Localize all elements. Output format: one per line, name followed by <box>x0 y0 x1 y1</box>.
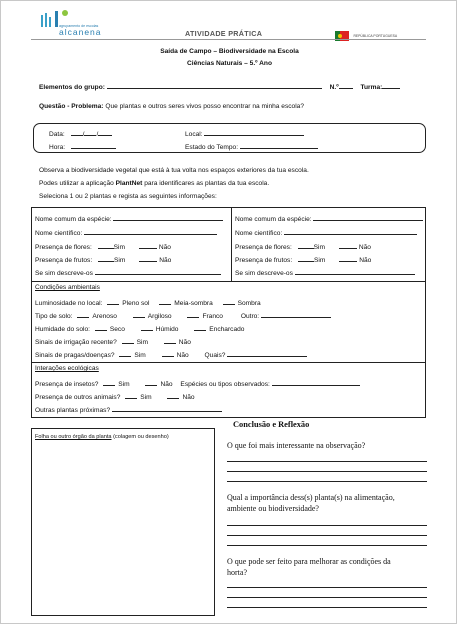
eco-animals-no-box[interactable] <box>167 391 179 399</box>
env-soil-other-field[interactable] <box>261 310 331 318</box>
instructions-line2 <box>39 180 269 187</box>
env-irrigation-no: Não <box>178 339 191 346</box>
plant2-flowers-label: Presença de flores: <box>235 244 292 251</box>
eco-animals-label: Presença de outros animais? <box>35 394 121 401</box>
date-month-field[interactable] <box>84 128 96 136</box>
env-humidity-opt2-box[interactable] <box>141 323 153 331</box>
plant2-fruits-yes: Sim <box>314 257 326 264</box>
eco-insects-label: Presença de insetos? <box>35 381 99 388</box>
question-label: Questão - Problema: <box>39 103 104 110</box>
env-light-opt3-box[interactable] <box>223 297 235 305</box>
plant1-flowers-label: Presença de flores: <box>35 244 92 251</box>
env-pests-yes-box[interactable] <box>119 349 131 357</box>
plant2-fruits-label: Presença de frutos: <box>235 257 293 264</box>
subtitle-1: Saída de Campo – Biodiversidade na Escola <box>160 48 299 55</box>
number-field[interactable] <box>339 81 353 89</box>
env-soil-opt1: Arenoso <box>92 313 117 320</box>
q1-answer-line-2[interactable] <box>227 471 427 472</box>
eco-animals-no: Não <box>182 394 195 401</box>
env-soil-opt4: Outro: <box>240 313 260 320</box>
date-day-field[interactable] <box>71 128 83 136</box>
plant1-flowers-yes: Sim <box>113 244 126 251</box>
sketch-label-rest: (colagem ou desenho) <box>111 434 169 440</box>
q3-answer-line-3[interactable] <box>227 607 427 608</box>
sketch-label <box>35 434 169 440</box>
plant1-common-name-field[interactable] <box>113 213 223 221</box>
plant1-common-name <box>35 213 223 223</box>
republic-logo-text: REPÚBLICA PORTUGUESA <box>353 33 398 38</box>
env-soil-opt1-box[interactable] <box>77 310 89 318</box>
env-irrigation-label: Sinais de irrigação recente? <box>35 339 117 346</box>
eco-insects-no: Não <box>160 381 173 388</box>
plant1-fruits-label: Presença de frutos: <box>35 257 93 264</box>
eco-animals-yes-box[interactable] <box>125 391 137 399</box>
env-light-opt2: Meia-sombra <box>174 300 213 307</box>
plant1-describe <box>35 267 221 277</box>
eco-other-plants <box>35 404 222 414</box>
weather-field[interactable] <box>240 141 318 149</box>
q1-answer-line-1[interactable] <box>227 461 427 462</box>
conclusion-q3-line2: horta? <box>227 568 247 577</box>
weather-label: Estado do Tempo: <box>185 144 239 151</box>
env-pests-which-field[interactable] <box>227 349 307 357</box>
plant1-fruits-yes-box[interactable] <box>98 254 114 262</box>
eco-animals-yes: Sim <box>140 394 152 401</box>
plant1-scientific-name <box>35 227 217 237</box>
plant2-fruits-no-box[interactable] <box>339 254 357 262</box>
q2-answer-line-2[interactable] <box>227 535 427 536</box>
plant1-fruits-no-box[interactable] <box>139 254 157 262</box>
instructions-line3: Seleciona 1 ou 2 plantas e regista as seguintes informações: <box>39 193 217 200</box>
env-soil-opt3-box[interactable] <box>187 310 199 318</box>
env-light-opt1: Pleno sol <box>122 300 150 307</box>
eco-title: Interações ecológicas <box>35 365 99 372</box>
eco-insects-yes: Sim <box>118 381 130 388</box>
place-field-row <box>185 128 304 138</box>
plant1-flowers <box>35 241 171 251</box>
weather-field-row <box>185 141 318 151</box>
env-pests-yes: Sim <box>134 352 146 359</box>
plant2-flowers-no: Não <box>358 244 371 251</box>
plant1-describe-label: Se sim descreve-os <box>35 270 93 277</box>
republic-logo <box>335 27 397 45</box>
table-row-divider-2 <box>31 362 426 363</box>
plant2-fruits-no: Não <box>359 257 372 264</box>
date-year-field[interactable] <box>98 128 112 136</box>
env-pests-label: Sinais de pragas/doenças? <box>35 352 115 359</box>
q3-answer-line-1[interactable] <box>227 587 427 588</box>
class-field[interactable] <box>382 81 400 89</box>
instructions-line2-post: para identificares as plantas da tua escola. <box>142 180 270 187</box>
plant2-describe <box>235 267 415 277</box>
plant2-flowers-yes: Sim <box>313 244 326 251</box>
header-rule <box>31 39 426 40</box>
eco-insects-yes-box[interactable] <box>103 378 115 386</box>
env-pests-no-box[interactable] <box>162 349 174 357</box>
env-soil-type-label: Tipo de solo: <box>35 313 73 320</box>
q1-answer-line-3[interactable] <box>227 481 427 482</box>
env-irrigation-yes: Sim <box>136 339 148 346</box>
conclusion-q2-line1: Qual a importância dess(s) planta(s) na alimentação, <box>227 493 395 502</box>
plant2-flowers <box>235 241 371 251</box>
eco-other-plants-field[interactable] <box>112 404 222 412</box>
question-text: Que plantas e outros seres vivos posso encontrar na minha escola? <box>105 103 304 110</box>
plant2-describe-field[interactable] <box>295 267 415 275</box>
instructions-line2-pre: Podes utilizar a aplicação <box>39 180 116 187</box>
conclusion-title: Conclusão e Reflexão <box>233 420 310 429</box>
sketch-box[interactable] <box>31 428 215 616</box>
env-pests-which-label: Quais? <box>204 352 226 359</box>
plant1-fruits-yes: Sim <box>114 257 126 264</box>
eco-species-field[interactable] <box>272 378 360 386</box>
env-light-opt1-box[interactable] <box>107 297 119 305</box>
env-light <box>35 297 261 307</box>
eco-insects <box>35 378 360 388</box>
q3-answer-line-2[interactable] <box>227 597 427 598</box>
env-humidity-opt3: Encharcado <box>209 326 245 333</box>
plant2-flowers-no-box[interactable] <box>339 241 357 249</box>
env-title: Condições ambientais <box>35 284 100 291</box>
question-row <box>39 103 304 110</box>
table-vertical-divider <box>231 207 232 281</box>
plant1-scientific-name-field[interactable] <box>84 227 217 235</box>
env-soil-opt2: Argiloso <box>147 313 172 320</box>
logo-line2: alcanena <box>59 27 102 37</box>
env-humidity-opt1: Seco <box>109 326 125 333</box>
table-row-divider-1 <box>31 281 426 282</box>
number-label: N.º <box>329 84 339 91</box>
env-humidity-opt3-box[interactable] <box>194 323 206 331</box>
time-field[interactable] <box>71 141 116 149</box>
conclusion-q2-line2: ambiente ou biodiversidade? <box>227 504 319 513</box>
env-humidity-opt2: Húmido <box>155 326 179 333</box>
env-humidity-label: Humidade do solo: <box>35 326 90 333</box>
plant1-flowers-yes-box[interactable] <box>98 241 114 249</box>
plant1-fruits-no: Não <box>159 257 172 264</box>
eco-other-plants-label: Outras plantas próximas? <box>35 407 111 414</box>
school-logo <box>39 9 129 35</box>
q2-answer-line-3[interactable] <box>227 545 427 546</box>
plant1-flowers-no-box[interactable] <box>139 241 157 249</box>
env-light-label: Luminosidade no local: <box>35 300 103 307</box>
plant2-describe-label: Se sim descreve-os <box>235 270 293 277</box>
plant1-scientific-name-label: Nome científico: <box>35 230 83 237</box>
group-row <box>39 81 400 91</box>
plant2-common-name-label: Nome comum da espécie: <box>235 216 312 223</box>
env-soil-type <box>35 310 331 320</box>
env-light-opt3: Sombra <box>237 300 261 307</box>
plant1-fruits <box>35 254 171 264</box>
env-irrigation <box>35 336 191 346</box>
place-field[interactable] <box>204 128 304 136</box>
env-soil-opt2-box[interactable] <box>133 310 145 318</box>
elements-label: Elementos do grupo: <box>39 84 105 91</box>
plant2-scientific-name <box>235 227 417 237</box>
elements-field[interactable] <box>107 81 322 89</box>
env-light-opt2-box[interactable] <box>159 297 171 305</box>
eco-insects-no-box[interactable] <box>145 378 157 386</box>
env-pests <box>35 349 307 359</box>
env-irrigation-no-box[interactable] <box>164 336 176 344</box>
plant2-scientific-name-field[interactable] <box>284 227 417 235</box>
plant2-common-name-field[interactable] <box>313 213 423 221</box>
plant1-common-name-label: Nome comum da espécie: <box>35 216 112 223</box>
header-title: ATIVIDADE PRÁTICA <box>185 29 263 38</box>
logo-line1: agrupamento de escolas <box>59 24 99 28</box>
conclusion-q1: O que foi mais interessante na observação? <box>227 441 366 450</box>
eco-species-label: Espécies ou tipos observados: <box>180 381 270 388</box>
plant2-common-name <box>235 213 423 223</box>
env-humidity-opt1-box[interactable] <box>95 323 107 331</box>
instructions-line1: Observa a biodiversidade vegetal que está à tua volta nos espaços exteriores da tua escola. <box>39 167 309 174</box>
sketch-label-underlined: Folha ou outro órgão da planta <box>35 434 112 440</box>
subtitle-2: Ciências Naturais – 5.º Ano <box>187 60 272 67</box>
plant1-flowers-no: Não <box>158 244 171 251</box>
plantnet-name: PlantNet <box>115 180 143 187</box>
plant2-fruits-yes-box[interactable] <box>298 254 314 262</box>
class-label: Turma: <box>360 84 383 91</box>
env-pests-no: Não <box>176 352 189 359</box>
q2-answer-line-1[interactable] <box>227 525 427 526</box>
time-field-row <box>49 141 116 151</box>
plant2-flowers-yes-box[interactable] <box>298 241 314 249</box>
env-humidity <box>35 323 244 333</box>
plant2-fruits <box>235 254 371 264</box>
plant1-describe-field[interactable] <box>95 267 221 275</box>
env-irrigation-yes-box[interactable] <box>122 336 134 344</box>
env-soil-opt3: Franco <box>202 313 223 320</box>
conclusion-q3-line1: O que pode ser feito para melhorar as condições da <box>227 557 391 566</box>
time-label: Hora: <box>49 144 66 151</box>
date-field-row: Data: / / <box>49 128 112 138</box>
plant2-scientific-name-label: Nome científico: <box>235 230 283 237</box>
date-label: Data: <box>49 131 65 138</box>
place-label: Local: <box>185 131 203 138</box>
eco-animals <box>35 391 195 401</box>
